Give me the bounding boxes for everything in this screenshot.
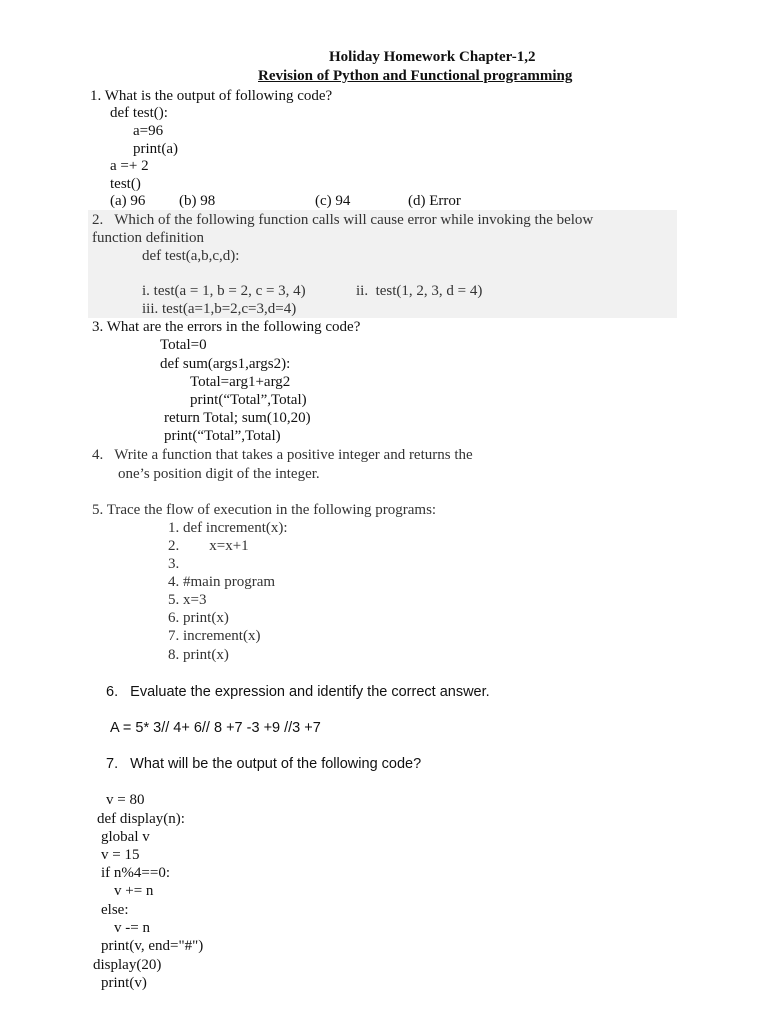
q7-code-line: v += n <box>114 883 154 899</box>
q6-question: 6. Evaluate the expression and identify the correct answer. <box>106 684 490 700</box>
q3-code-line: Total=arg1+arg2 <box>190 374 291 390</box>
q7-code-line: print(v) <box>101 975 147 991</box>
q7-code-line: global v <box>101 829 150 845</box>
q3-code-line: def sum(args1,args2): <box>160 356 291 372</box>
q1-code-line: test() <box>110 176 141 192</box>
q7-code-line: display(20) <box>93 957 162 973</box>
q1-question: 1. What is the output of following code? <box>90 88 333 104</box>
q1-code-line: a =+ 2 <box>110 158 149 174</box>
q3-code-line: print(“Total”,Total) <box>164 428 281 444</box>
q5-code-line: 6. print(x) <box>168 610 229 626</box>
q6-expression: A = 5* 3// 4+ 6// 8 +7 -3 +9 //3 +7 <box>110 720 321 736</box>
q2-question-line1: 2. Which of the following function calls will cause error while invoking the below <box>92 212 594 228</box>
q5-code-line: 7. increment(x) <box>168 628 261 644</box>
document-title: Holiday Homework Chapter-1,2 <box>329 49 536 65</box>
q1-code-line: print(a) <box>133 141 178 157</box>
q1-option-c: (c) 94 <box>315 193 351 209</box>
document-subtitle: Revision of Python and Functional programming <box>258 68 573 84</box>
q7-code-line: if n%4==0: <box>101 865 170 881</box>
q7-code-line: def display(n): <box>97 811 185 827</box>
q7-question: 7. What will be the output of the following code? <box>106 756 422 772</box>
q2-option-ii: ii. test(1, 2, 3, d = 4) <box>356 283 483 299</box>
q3-code-line: print(“Total”,Total) <box>190 392 307 408</box>
q2-option-i: i. test(a = 1, b = 2, c = 3, 4) <box>142 283 306 299</box>
q2-question-line2: function definition <box>92 230 205 246</box>
q3-code-line: Total=0 <box>160 337 207 353</box>
q4-question-line1: 4. Write a function that takes a positive integer and returns the <box>92 447 473 463</box>
q5-code-line: 4. #main program <box>168 574 276 590</box>
q1-option-d: (d) Error <box>408 193 461 209</box>
q3-code-line: return Total; sum(10,20) <box>164 410 311 426</box>
q5-code-line: 1. def increment(x): <box>168 520 288 536</box>
q5-code-line: 3. <box>168 556 180 572</box>
q7-code-line: else: <box>101 902 129 918</box>
q1-option-b: (b) 98 <box>179 193 216 209</box>
q7-code-line: v = 80 <box>106 792 145 808</box>
q1-option-a: (a) 96 <box>110 193 146 209</box>
q5-code-line: 8. print(x) <box>168 647 229 663</box>
q7-code-line: print(v, end="#") <box>101 938 204 954</box>
q2-option-iii: iii. test(a=1,b=2,c=3,d=4) <box>142 301 297 317</box>
q1-code-line: def test(): <box>110 105 168 121</box>
q7-code-line: v -= n <box>114 920 150 936</box>
q3-question: 3. What are the errors in the following code? <box>92 319 361 335</box>
q5-question: 5. Trace the flow of execution in the following programs: <box>92 502 437 518</box>
q1-code-line: a=96 <box>133 123 164 139</box>
q2-code: def test(a,b,c,d): <box>142 248 240 264</box>
q5-code-line: 5. x=3 <box>168 592 207 608</box>
q4-question-line2: one’s position digit of the integer. <box>118 466 320 482</box>
q5-code-line: 2. x=x+1 <box>168 538 249 554</box>
q7-code-line: v = 15 <box>101 847 140 863</box>
